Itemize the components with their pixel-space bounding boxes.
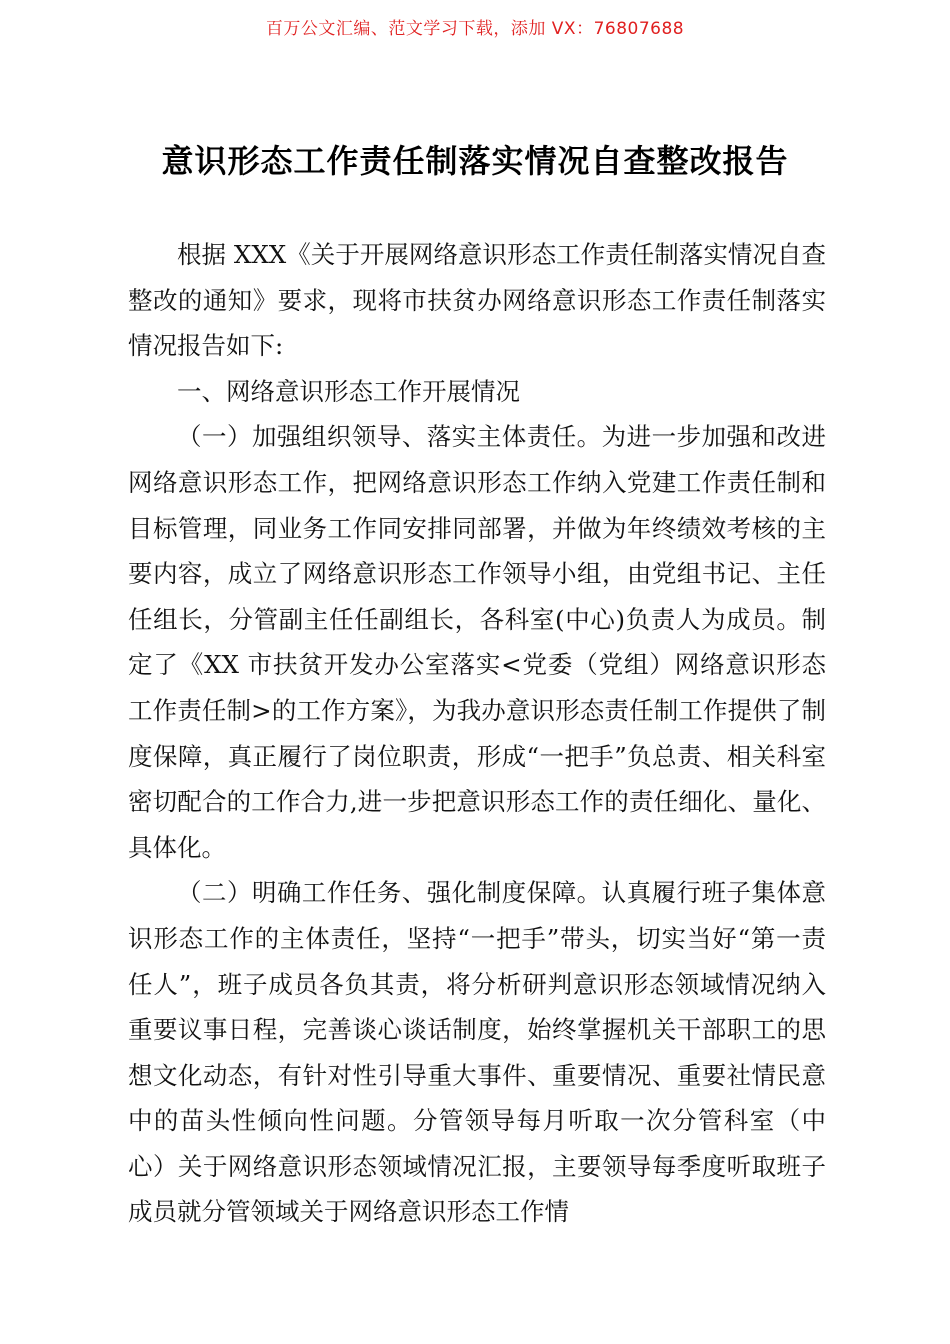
- body-paragraph-2: （二）明确工作任务、强化制度保障。认真履行班子集体意识形态工作的主体责任，坚持“一把手”带头，切实当好“第一责任人”，班子成员各负其责，将分析研判意识形态领域情况纳入重要议事日程，完善谈心谈话制度，始终掌握机关干部职工的思想文化动态，有针对性引导重大事件、重要情况、重要社情民意中的苗头性倾向性问题。分管领导每月听取一次分管科室（中心）关于网络意识形态领域情况汇报，主要领导每季度听取班子成员就分管领域关于网络意识形态工作情: [128, 878, 826, 1227]
- section-heading-1: 一、网络意识形态工作开展情况: [177, 376, 520, 406]
- promo-banner: 百万公文汇编、范文学习下载，添加 VX：76807688: [265, 19, 685, 39]
- intro-paragraph: 根据 XXX《关于开展网络意识形态工作责任制落实情况自查整改的通知》要求，现将市扶贫办网络意识形态工作责任制落实情况报告如下:: [128, 240, 826, 361]
- document-title: 意识形态工作责任制落实情况自查整改报告: [161, 142, 789, 180]
- body-paragraph-1: （一）加强组织领导、落实主体责任。为进一步加强和改进网络意识形态工作，把网络意识形态工作纳入党建工作责任制和目标管理，同业务工作同安排同部署，并做为年终绩效考核的主要内容，成立了网络意识形态工作领导小组，由党组书记、主任任组长，分管副主任任副组长，各科室(中心)负责人为成员。制定了《XX 市扶贫开发办公室落实<党委（党组）网络意识形态工作责任制>的工作方案》，为我办意识形态责任制工作提供了制度保障，真正履行了岗位职责，形成“一把手”负总责、相关科室密切配合的工作合力,进一步把意识形态工作的责任细化、量化、具体化。: [128, 422, 826, 862]
- document-body: [128, 232, 826, 1235]
